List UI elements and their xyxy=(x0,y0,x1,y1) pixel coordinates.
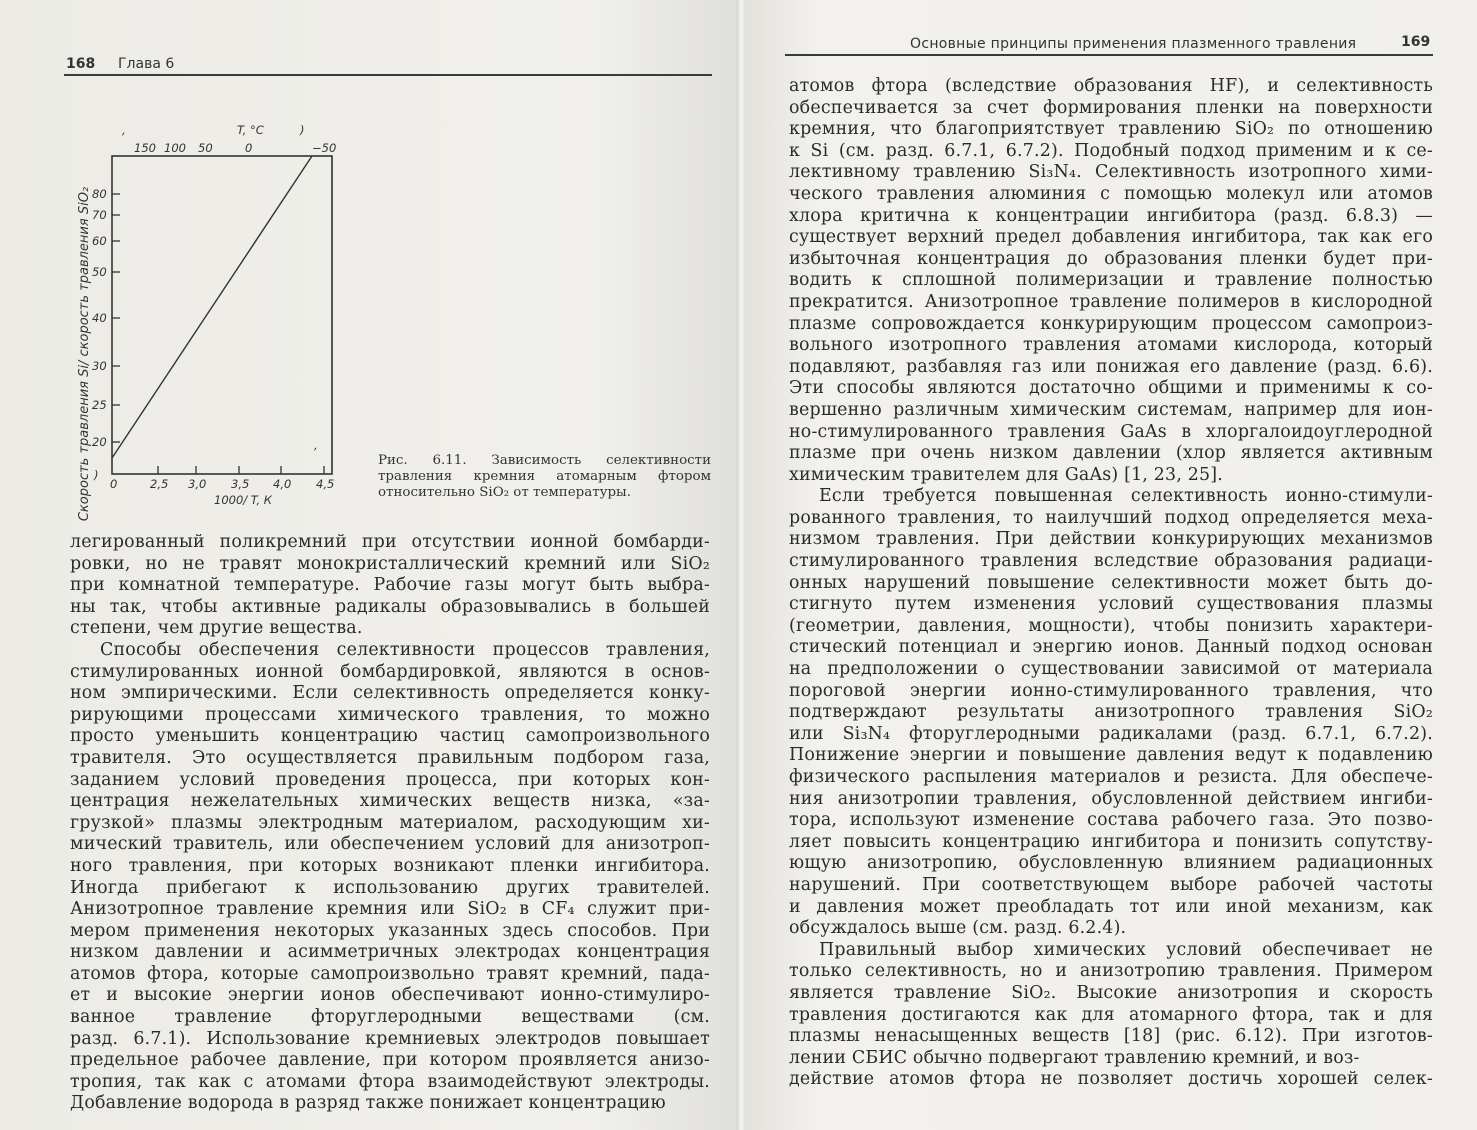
left-body-text xyxy=(70,532,710,1115)
text-line: грузкой» плазмы электродным материалом, расходующим хи- xyxy=(70,812,710,833)
text-line: избыточная концентрация до образования пленки будет при- xyxy=(789,248,1433,269)
text-line: разд. 6.7.1). Использование кремниевых электродов повышает xyxy=(70,1028,710,1049)
text-line: атомов фтора (вследствие образования HF), и селективность xyxy=(789,76,1433,96)
text-line: заданием условий проведения процесса, при которых кон- xyxy=(70,769,710,790)
page-number: 168 xyxy=(66,56,96,72)
y-tick-label: 80 xyxy=(92,187,107,201)
text-line: травления достигаются как для атомарного фтора, так и для xyxy=(789,1004,1433,1025)
text-line: Анизотропное травление кремния или SiO₂ в CF₄ служит при- xyxy=(70,899,710,920)
text-line: ровки, но не травят монокристаллический кремний или SiO₂ xyxy=(70,553,710,574)
text-line: травителя. Это осуществляется правильным подбором газа, xyxy=(70,747,710,768)
text-line: ны так, чтобы активные радикалы образовывались в большей xyxy=(70,596,710,617)
text-line: Иногда прибегают к использованию других травителей. xyxy=(70,877,710,898)
y-tick-label: 30 xyxy=(92,359,107,373)
right-page xyxy=(745,0,1477,1130)
text-line: ния анизотропии травления, обусловленной действием ингиби- xyxy=(789,788,1433,809)
figure-frame xyxy=(112,156,332,474)
text-line: рирующими процессами химического травления, то можно xyxy=(70,704,710,725)
figure-y-ticks xyxy=(92,187,120,449)
text-line: легированный поликремний при отсутствии ионной бомбарди- xyxy=(70,532,710,552)
text-line: стимулированного травления вследствие образования радиаци- xyxy=(789,551,1433,572)
text-line: водить к сплошной полимеризации и травление полностью xyxy=(789,270,1433,291)
text-line: плазме сопровождается конкурирующим процессом самопроиз- xyxy=(789,313,1433,334)
text-line: пороговой энергии ионно-стимулированного травления, что xyxy=(789,680,1433,701)
y-tick-label: 70 xyxy=(92,208,107,222)
figure-axis-break: ) xyxy=(94,468,99,482)
text-line: рованного травления, то наилучший подход определяется меха- xyxy=(789,507,1433,528)
chapter-heading: Глава 6 xyxy=(118,56,175,72)
header-rule xyxy=(785,54,1433,56)
y-tick-label: 60 xyxy=(92,234,107,248)
text-line: на предположении о существовании зависимой от материала xyxy=(789,659,1433,680)
top-tick-label: 150 xyxy=(134,141,156,155)
figure-xlabel: 1000/ T, К xyxy=(214,493,272,507)
text-line: атомов фтора, которые самопроизвольно травят кремний, пада- xyxy=(70,963,710,984)
figure-plot xyxy=(62,86,362,526)
text-line: ванное травление фторуглеродными веществами (см. xyxy=(70,1007,710,1028)
caption-line: Рис. 6.11. Зависимость селективности xyxy=(378,453,711,468)
y-tick-label: 25 xyxy=(92,398,107,412)
text-line: химическим травителем для GaAs) [1, 23, 25]. xyxy=(789,464,1224,485)
text-line: подавляют, разбавляя газ или понижая его давление (разд. 6.6). xyxy=(789,356,1433,377)
text-line: стимулированных ионной бомбардировкой, являются в основ- xyxy=(70,661,710,682)
y-tick-label: 50 xyxy=(92,265,107,279)
figure-paren-right: ) xyxy=(300,123,305,137)
text-line: физического распыления материалов и резиста. Для обеспече- xyxy=(789,767,1433,787)
text-line: является травление SiO₂. Высокие анизотропия и скорость xyxy=(789,982,1433,1003)
text-line: плазме при очень низком давлении (хлор является активным xyxy=(789,443,1433,464)
text-line: ного травления, при которых возникают пленки ингибитора. xyxy=(70,855,710,876)
figure-caption xyxy=(378,453,711,501)
right-body-text xyxy=(789,76,1433,1091)
x-tick-label: 0 xyxy=(110,477,118,491)
text-line: тора, используют изменение состава рабочего газа. Это позво- xyxy=(789,810,1433,831)
left-page xyxy=(0,0,738,1130)
y-tick-label: 20 xyxy=(92,435,107,449)
text-line: степени, чем другие вещества. xyxy=(70,618,363,639)
text-line: Правильный выбор химических условий обеспечивает не xyxy=(819,939,1433,960)
figure-break-mark: , xyxy=(314,438,318,452)
text-line: стигнуто путем изменения условий существования плазмы xyxy=(789,594,1433,615)
text-line: ном эмпирическими. Если селективность определяется конку- xyxy=(70,683,710,704)
text-line: обеспечивается за счет формирования пленки на поверхности xyxy=(789,97,1433,118)
text-line: лении СБИС обычно подвергают травлению кремний, и воз- xyxy=(789,1047,1360,1068)
text-line: обсуждалось выше (см. разд. 6.2.4). xyxy=(789,918,1127,939)
top-tick-label: 50 xyxy=(198,141,213,155)
text-line: мером применения некоторых указанных здесь способов. При xyxy=(70,920,710,941)
text-line: лективному травлению Si₃N₄. Селективность изотропного хими- xyxy=(789,162,1433,183)
text-line: Добавление водорода в разряд также понижает концентрацию xyxy=(70,1093,666,1114)
text-line: к Si (см. разд. 6.7.1, 6.7.2). Подобный подход применим и к се- xyxy=(789,140,1433,161)
text-line: стический потенциал и энергию ионов. Данный подход основан xyxy=(789,637,1433,658)
text-line: тропия, так как с атомами фтора взаимодействуют электроды. xyxy=(70,1071,710,1092)
figure-x-ticks xyxy=(110,466,334,491)
top-tick-label: 100 xyxy=(164,141,186,155)
figure-paren-left: , xyxy=(122,123,126,137)
text-line: вершенно различным химическим системам, например для ион- xyxy=(789,399,1433,420)
x-tick-label: 3,5 xyxy=(231,477,250,491)
text-line: центрация нежелательных химических веществ низка, «за- xyxy=(70,791,710,812)
text-line: ет и высокие энергии ионов обеспечивают ионно-стимулиро- xyxy=(70,985,710,1006)
text-line: ческого травления алюминия с помощью молекул или атомов xyxy=(789,183,1433,204)
page-number: 169 xyxy=(1401,34,1431,50)
x-tick-label: 4,0 xyxy=(273,477,292,491)
text-line: предельное рабочее давление, при котором проявляется анизо- xyxy=(70,1050,710,1071)
header-rule xyxy=(64,74,712,76)
text-line: мический травитель, или обеспечением условий для анизотроп- xyxy=(70,834,710,855)
text-line: онных нарушений повышение селективности может быть до- xyxy=(789,572,1433,593)
text-line: подтверждают результаты анизотропного травления SiO₂ xyxy=(789,702,1433,723)
text-line: вольного изотропного травления атомами кислорода, который xyxy=(789,335,1433,356)
figure-data-line xyxy=(112,156,312,458)
figure-top-ticks xyxy=(134,141,336,155)
text-line: нарушений. При соответствующем выборе рабочей частоты xyxy=(789,874,1433,895)
x-tick-label: 3,0 xyxy=(188,477,207,491)
text-line: Эти способы являются достаточно общими и применимы к со- xyxy=(789,378,1433,399)
text-line: кремния, что благоприятствует травлению SiO₂ по отношению xyxy=(789,119,1433,140)
text-line: просто уменьшить концентрацию частиц самопроизвольного xyxy=(70,726,710,747)
top-tick-label: 0 xyxy=(245,141,253,155)
text-line: низком давлении и асимметричных электродах концентрация xyxy=(70,942,710,963)
caption-line: травления кремния атомарным фтором xyxy=(378,469,711,484)
text-line: низмом травления. При действии конкурирующих механизмов xyxy=(789,529,1433,550)
x-tick-label: 4,5 xyxy=(316,477,335,491)
top-tick-label: −50 xyxy=(312,141,337,155)
text-line: прекратится. Анизотропное травление полимеров в кислородной xyxy=(789,291,1433,312)
figure-ylabel: Скорость травления Si/ скорость травления SiO₂ xyxy=(77,186,92,522)
x-tick-label: 2,5 xyxy=(150,477,169,491)
caption-line: относительно SiO₂ от температуры. xyxy=(378,485,631,500)
text-line: Если требуется повышенная селективность ионно-стимули- xyxy=(819,486,1433,507)
y-tick-label: 40 xyxy=(92,311,107,325)
running-header: Основные принципы применения плазменного травления xyxy=(910,36,1357,52)
figure-6-11 xyxy=(62,86,362,526)
figure-top-axis-label: T, °C xyxy=(237,123,264,137)
text-line: ющую анизотропию, обусловленную влиянием радиационных xyxy=(789,853,1433,874)
text-line: существует верхний предел добавления ингибитора, так как его xyxy=(789,227,1433,248)
text-line: ляет повысить концентрацию ингибитора и понизить сопутству- xyxy=(789,831,1433,852)
text-line: но-стимулированного травления GaAs в хлоргалоидоуглеродной xyxy=(789,421,1433,442)
text-line: Понижение энергии и повышение давления ведут к подавлению xyxy=(789,745,1433,766)
text-line: Способы обеспечения селективности процессов травления, xyxy=(100,639,710,660)
text-line: хлора критична к концентрации ингибитора (разд. 6.8.3) — xyxy=(789,205,1433,226)
text-line: при комнатной температуре. Рабочие газы могут быть выбра- xyxy=(70,575,710,596)
text-line: или Si₃N₄ фторуглеродными радикалами (разд. 6.7.1, 6.7.2). xyxy=(789,723,1433,744)
text-line: только селективность, но и анизотропию травления. Примером xyxy=(789,961,1433,982)
text-line: действие атомов фтора не позволяет достичь хорошей селек- xyxy=(789,1069,1433,1090)
text-line: плазмы ненасыщенных веществ [18] (рис. 6.12). При изготов- xyxy=(789,1026,1433,1047)
text-line: (геометрии, давления, мощности), чтобы понизить характери- xyxy=(789,615,1433,636)
text-line: и давления может преобладать тот или иной механизм, как xyxy=(789,896,1433,917)
